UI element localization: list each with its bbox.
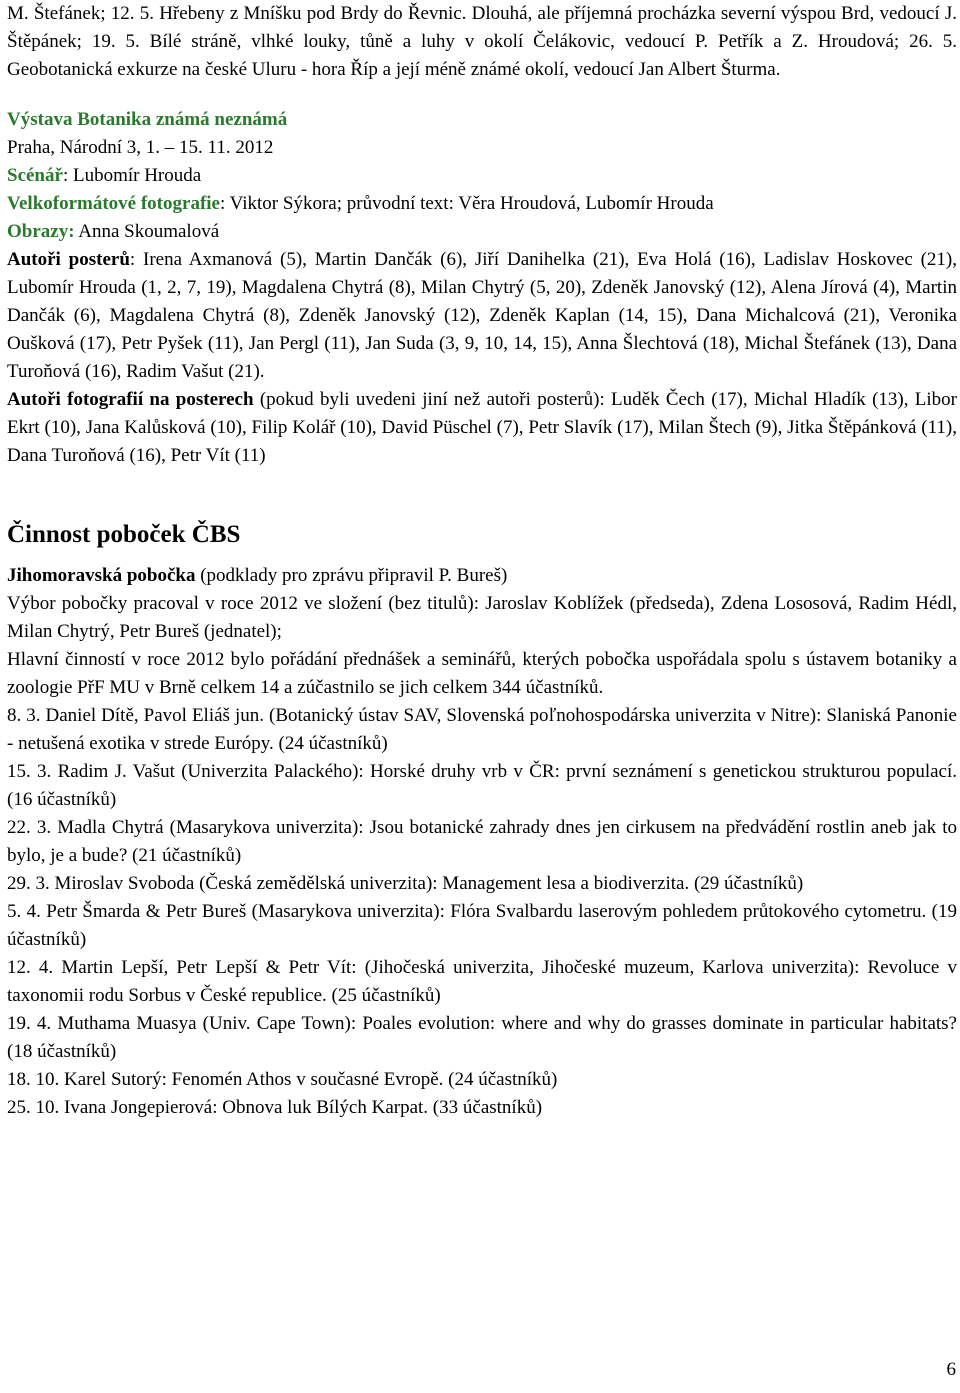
lecture-item: 22. 3. Madla Chytrá (Masarykova univerzita): Jsou botanické zahrady dnes jen cirkusem na předvádění rostlin aneb jak to bylo, je a bude? (21 účastníků) [7,817,957,866]
exhibition-script [7,162,957,190]
exhibition-title: Výstava Botanika známá neznámá [7,109,288,130]
page-number: 6 [946,1359,956,1380]
lecture-item: 25. 10. Ivana Jongepierová: Obnova luk Bílých Karpat. (33 účastníků) [7,1097,543,1118]
exhibition-photos [7,190,957,218]
lecture-item: 18. 10. Karel Sutorý: Fenomén Athos v současné Evropě. (24 účastníků) [7,1069,558,1090]
exhibition-photo-authors [7,386,957,470]
posters-value: : Irena Axmanová (5), Martin Dančák (6), Jiří Danihelka (21), Eva Holá (16), Ladislav Hoskovec (21), Lubomír Hrouda (1, 2, 7, 19), Magdalena Chytrá (8), Milan Chytrý (5, 20), Zdeněk Janovský (12), Alena Jírová (4), Martin Dančák (6), Magdalena Chytrá (8), Zdeněk Janovský (12), Zdeněk Kaplan (14, 15), Dana Michalcová (21), Veronika Oušková (17), Petr Pyšek (11), Jan Pergl (11), Jan Suda (3, 9, 10, 14, 15), Anna Šlechtová (18), Michal Štefánek (13), Dana Turoňová (16), Radim Vašut (21). [7,249,957,382]
lecture-item: 8. 3. Daniel Dítě, Pavol Eliáš jun. (Botanický ústav SAV, Slovenská poľnohospodárska univerzita v Nitre): Slaniská Panonie - netušená exotika v strede Európy. (24 účastníků) [7,705,957,754]
activity-paragraph: Hlavní činností v roce 2012 bylo pořádání přednášek a seminářů, kterých pobočka uspořádala spolu s ústavem botaniky a zoologie PřF MU v Brně celkem 14 a zúčastnilo se jich celkem 344 účastníků. [7,649,957,698]
exhibition-place: Praha, Národní 3, 1. – 15. 11. 2012 [7,137,274,158]
lecture-item: 15. 3. Radim J. Vašut (Univerzita Palackého): Horské druhy vrb v ČR: první seznámení s genetickou strukturou populací. (16 účastníků) [7,761,957,810]
photos-label: Velkoformátové fotografie [7,193,220,214]
section-heading: Činnost poboček ČBS [7,521,241,548]
branch-line [7,562,957,590]
lecture-list [7,702,957,1122]
excursion-paragraph: M. Štefánek; 12. 5. Hřebeny z Mníšku pod Brdy do Řevnic. Dlouhá, ale příjemná procházka severní výspou Brd, vedoucí J. Štěpánek; 19. 5. Bílé stráně, vlhké louky, tůně a luhy v okolí Čelákovic, vedoucí P. Petřík a Z. Hroudová; 26. 5. Geobotanická exkurze na české Uluru - hora Říp a její méně známé okolí, vedoucí Jan Albert Šturma. [7,3,957,80]
posters-label: Autoři posterů [7,249,130,270]
document-page [7,0,957,1122]
script-label: Scénář [7,165,63,186]
photo-authors-label: Autoři fotografií na posterech [7,389,254,410]
lecture-item: 19. 4. Muthama Muasya (Univ. Cape Town): Poales evolution: where and why do grasses dominate in particular habitats? (18 účastníků) [7,1013,957,1062]
lecture-item: 29. 3. Miroslav Svoboda (Česká zemědělská univerzita): Management lesa a biodiverzita. (29 účastníků) [7,873,804,894]
branch-label: Jihomoravská pobočka [7,565,196,586]
paintings-label: Obrazy: [7,221,75,242]
photo-authors-value: (pokud byli uvedeni jiní než autoři posterů): Luděk Čech (17), Michal Hladík (13), Libor Ekrt (10), Jana Kalůsková (10), Filip Kolář (10), David Püschel (7), Petr Slavík (17), Milan Štech (9), Jitka Štěpánková (11), Dana Turoňová (16), Petr Vít (11) [7,389,957,466]
photos-value: : Viktor Sýkora; průvodní text: Věra Hroudová, Lubomír Hrouda [219,193,714,214]
lecture-item: 12. 4. Martin Lepší, Petr Lepší & Petr Vít: (Jihočeská univerzita, Jihočeské muzeum, Karlova univerzita): Revoluce v taxonomii rodu Sorbus v České republice. (25 účastníků) [7,957,957,1006]
branch-note: (podklady pro zprávu připravil P. Bureš) [195,565,508,586]
script-value: : Lubomír Hrouda [62,165,202,186]
exhibition-paintings [7,218,957,246]
committee-paragraph: Výbor pobočky pracoval v roce 2012 ve složení (bez titulů): Jaroslav Koblížek (předseda), Zdena Lososová, Radim Hédl, Milan Chytrý, Petr Bureš (jednatel); [7,593,957,642]
paintings-value: Anna Skoumalová [74,221,220,242]
exhibition-posters [7,246,957,386]
lecture-item: 5. 4. Petr Šmarda & Petr Bureš (Masarykova univerzita): Flóra Svalbardu laserovým pohledem průtokového cytometru. (19 účastníků) [7,901,957,950]
